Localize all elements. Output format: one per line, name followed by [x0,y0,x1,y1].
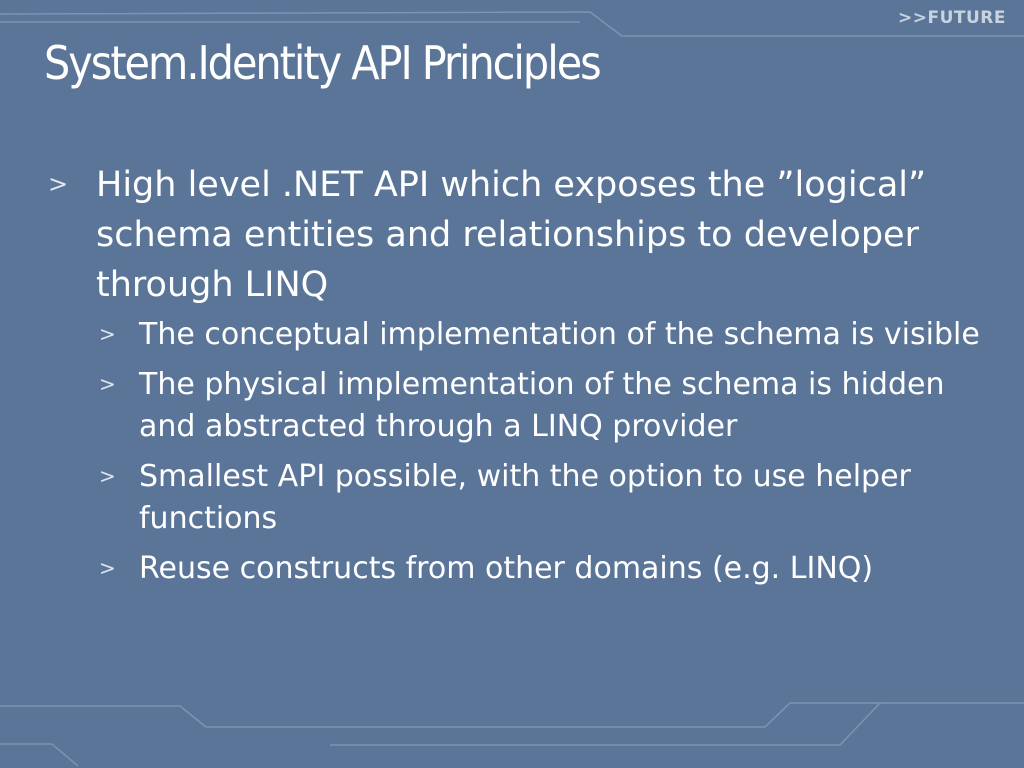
slide-title: System.Identity API Principles [44,36,600,90]
bullet-marker: > [99,322,116,346]
brand-logo: >>FUTURE [897,8,1006,28]
main-bullet [0,160,956,310]
sub-bullet-text: Smallest API possible, with the option to use helper functions [139,459,911,536]
sub-bullet-list [0,314,1024,590]
sub-bullet-text: The physical implementation of the schema is hidden and abstracted through a LINQ provider [139,367,945,444]
bullet-marker: > [48,170,69,198]
sub-bullet-item [0,548,984,590]
bullet-marker: > [99,556,116,580]
bullet-marker: > [99,372,116,396]
sub-bullet-item [0,314,984,356]
sub-bullet-item [0,364,984,448]
sub-bullet-text: Reuse constructs from other domains (e.g. LINQ) [139,551,874,586]
bullet-marker: > [99,464,116,488]
sub-bullet-text: The conceptual implementation of the schema is visible [139,317,980,352]
sub-bullet-item [0,456,984,540]
slide-content [0,160,1024,598]
main-bullet-text: High level .NET API which exposes the ”logical” schema entities and relationships to developer through LINQ [96,165,927,305]
